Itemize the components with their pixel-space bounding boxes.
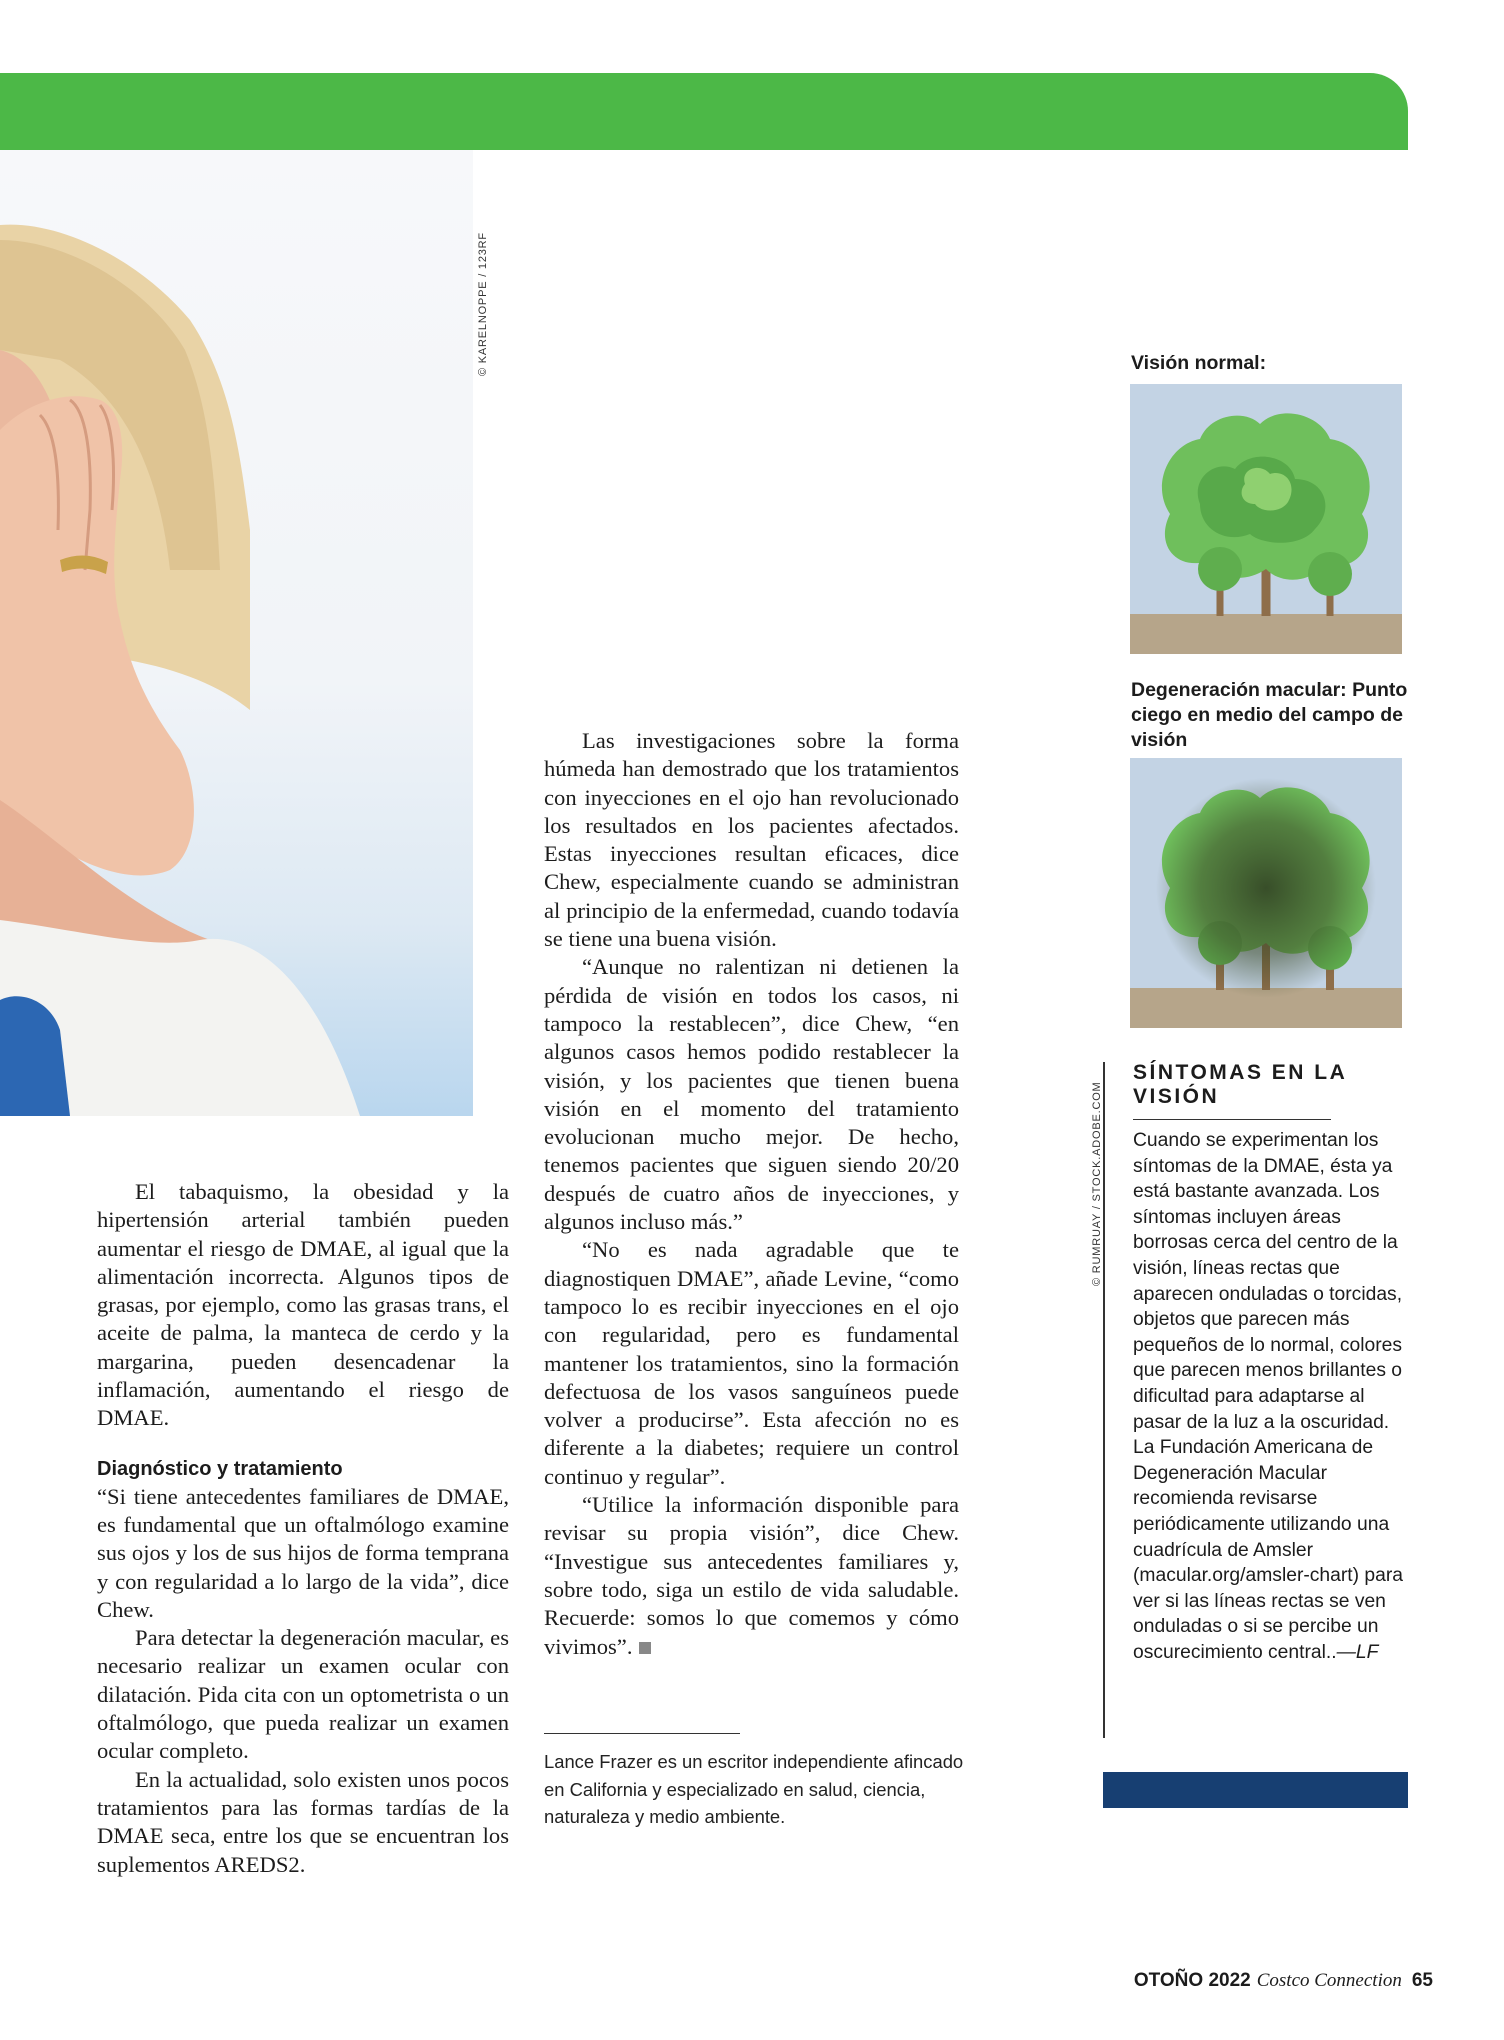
paragraph-text: “Utilice la información disponible para revisar su propia visión”, dice Chew. “Investigue sus antecedentes familiares y, sobre todo, siga un estilo de vida saludable. Recuerde: somos lo que comemos y cómo vivimos”. (544, 1492, 959, 1659)
sidebar-signature: —LF (1336, 1641, 1379, 1663)
sidebar-title: SÍNTOMAS EN LA VISIÓN (1133, 1061, 1347, 1108)
page-number: 65 (1411, 1970, 1433, 1991)
sidebar-text (1133, 1128, 1415, 1665)
paragraph: Para detectar la degeneración macular, es necesario realizar un examen ocular con dilatación. Pida cita con un optometrista o un oftalmólogo, que pueda realizar un examen ocular completo. (97, 1625, 509, 1764)
paragraph: “Si tiene antecedentes familiares de DMAE, es fundamental que un oftalmólogo examine sus ojos y los de sus hijos de forma temprana y con regularidad a lo largo de la vida”, dice Chew. (97, 1483, 509, 1622)
paragraph: Las investigaciones sobre la forma húmeda han demostrado que los tratamientos con inyecciones en el ojo han revolucionado los resultados en los pacientes afectados. Estas inyecciones resultan eficaces, dice Chew, especialmente cuando se administran al principio de la enfermedad, cuando todavía se tiene una buena visión. (544, 728, 959, 952)
header-green-bar (0, 73, 1408, 150)
woman-covering-eye-photo (0, 150, 473, 1116)
column-2 (544, 727, 959, 1661)
illustration-credit: © RUMRUAY / STOCK.ADOBE.COM (1091, 1081, 1103, 1286)
magazine-name: Costco Connection (1256, 1970, 1402, 1991)
issue-season: OTOÑO 2022 (1133, 1970, 1251, 1991)
paragraph: En la actualidad, solo existen unos pocos tratamientos para las formas tardías de la DMAE seca, entre los que se encuentran los suplementos AREDS2. (97, 1766, 509, 1877)
normal-vision-label: Visión normal: (1131, 352, 1267, 374)
column-1 (97, 1178, 509, 1879)
sidebar-blue-bar (1103, 1772, 1408, 1808)
paragraph: “Aunque no ralentizan ni detienen la pérdida de visión en todos los casos, ni tampoco la restablecen”, dice Chew, “en algunos casos hemos podido restablecer la visión, y los pacientes que tienen buena visión en el momento del tratamiento evolucionan mucho mejor. De hecho, tenemos pacientes que siguen siendo 20/20 después de cuatro años de inyecciones, y algunos incluso más.” (544, 954, 959, 1235)
end-mark-icon (639, 1642, 651, 1654)
sidebar-rule (1103, 1062, 1105, 1738)
page-footer (1134, 1970, 1433, 1992)
sidebar-body: Cuando se experimentan los síntomas de la DMAE, ésta ya está bastante avanzada. Los síntomas incluyen áreas borrosas cerca del centro de la visión, líneas rectas que aparecen onduladas o torcidas, objetos que parecen más pequeños de lo normal, colores que parecen menos brillantes o dificultad para adaptarse al pasar de la luz a la oscuridad. La Fundación Americana de Degeneración Macular recomienda revisarse periódicamente utilizando una cuadrícula de Amsler (macular.org/amsler-chart) para ver si las líneas rectas se ven onduladas o si se percibe un oscurecimiento central.. (1133, 1130, 1404, 1663)
normal-vision-illustration (1130, 384, 1402, 654)
photo-credit: © KARELNOPPE / 123RF (477, 232, 489, 376)
bio-divider (544, 1733, 740, 1734)
author-bio: Lance Frazer es un escritor independiente afincado en California y especializado en salud, ciencia, naturaleza y medio ambiente. (544, 1751, 964, 1827)
macular-degeneration-label: Degeneración macular: Punto ciego en medio del campo de visión (1131, 679, 1408, 751)
paragraph: El tabaquismo, la obesidad y la hipertensión arterial también pueden aumentar el riesgo de DMAE, al igual que la alimentación incorrecta. Algunos tipos de grasas, por ejemplo, como las grasas trans, el aceite de palma, la manteca de cerdo y la margarina, pueden desencadenar la inflamación, aumentando el riesgo de DMAE. (97, 1179, 509, 1431)
macular-degeneration-illustration (1130, 758, 1402, 1028)
paragraph-last (544, 1491, 959, 1661)
sidebar-title-rule (1133, 1119, 1331, 1120)
paragraph: “No es nada agradable que te diagnostiquen DMAE”, añade Levine, “como tampoco lo es recibir inyecciones en el ojo con regularidad, pero es fundamental mantener los tratamientos, sino la formación defectuosa de los vasos sanguíneos puede volver a producirse”. Esta afección no es diferente a la diabetes; requiere un control continuo y regular”. (544, 1237, 959, 1489)
subheading: Diagnóstico y tratamiento (97, 1457, 343, 1480)
